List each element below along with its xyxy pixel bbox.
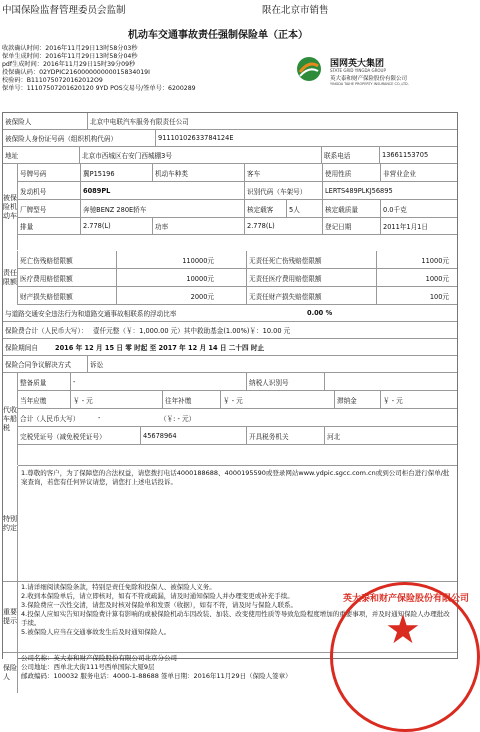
logo-group-en: STATE GRID YINGDA GROUP <box>330 68 386 73</box>
address-value: 北京市西城区右安门西城棚3号 <box>79 147 322 163</box>
liability-cell: 财产损失赔偿限额 <box>20 292 73 301</box>
insured-row <box>3 113 457 130</box>
logo-company-en: YINGDA TAIHE PROPERTY INSURANCE CO.,LTD. <box>330 82 409 86</box>
logo-group-name: 国网英大集团 <box>330 59 385 69</box>
meta-line: 收款确认时间：2016年11月29日13时58分03秒 <box>2 45 138 52</box>
divider <box>3 581 457 582</box>
phone-label: 联系电话 <box>321 147 380 163</box>
vehicle-cell: 2.778(L) <box>244 218 323 234</box>
vehicle-cell: 发动机号 <box>20 187 47 196</box>
period-value: 2016 年 12 月 15 日 零 时起 至 2017 年 12 月 14 日 二十四 时止 <box>55 344 265 352</box>
tax-cell: ￥ - 元 <box>220 391 335 408</box>
tax-cell <box>324 373 457 390</box>
liability-cell: 无责任死亡伤残赔偿限额 <box>246 251 377 268</box>
meta-line: 投保确认码：02YDPIC216000000000015834019I <box>2 69 150 77</box>
important-side-label: 重要提示 <box>3 582 18 653</box>
vehicle-row <box>18 200 457 218</box>
company-logo <box>296 54 456 94</box>
seal-star-icon: ★ <box>385 607 421 653</box>
premium-label: 保险费合计（人民币大写）： <box>5 327 88 335</box>
liability-cell: 死亡伤残赔偿限额 <box>20 256 73 265</box>
policy-form <box>2 112 458 681</box>
liability-cell: 100元 <box>376 287 457 304</box>
important-item: 5.被保险人应当在交通事故发生后及时通知保险人。 <box>21 628 171 636</box>
tax-cell: 往年补缴 <box>162 391 221 408</box>
vehicle-cell: 号牌号码 <box>20 169 47 178</box>
vehicle-cell: 核定载质量 <box>322 200 381 217</box>
policy-meta <box>2 45 196 94</box>
tax-cell: 滞纳金 <box>334 391 381 408</box>
tax-cell: 整备质量 <box>20 378 47 387</box>
vehicle-cell: 登记日期 <box>322 218 381 234</box>
tax-cell: ￥ - 元 <box>380 391 457 408</box>
tax-side-label: 代收车船税 <box>3 373 18 465</box>
tax-spacer-row <box>18 445 457 466</box>
id-label: 被保险人身份证号码（组织机构代码） <box>5 135 118 143</box>
tax-cell: 当年应缴 <box>20 396 47 405</box>
meta-line: pdf生成时间：2016年11月29日15时39分09秒 <box>2 61 136 69</box>
tax-cell: 45678964 <box>140 427 247 444</box>
logo-company-name: 英大泰和财产保险股份有限公司 <box>330 76 408 82</box>
dispute-value: 诉讼 <box>87 356 457 372</box>
vehicle-cell: 客车 <box>244 164 323 181</box>
important-item: 2.收到本保险单后，请立即核对，如有不符或疏漏，请及时通知保险人并办理变更或补充手续。 <box>21 592 294 600</box>
dispute-row <box>3 356 457 373</box>
vehicle-cell: 2.778(L) <box>80 218 153 234</box>
vehicle-cell: LERTS489PLKJ56895 <box>322 182 457 199</box>
liability-cell: 1000元 <box>376 269 457 286</box>
liability-row <box>18 287 457 305</box>
address-label: 地址 <box>5 152 19 160</box>
vehicle-cell: 6089PL <box>80 182 245 199</box>
liability-row <box>18 269 457 287</box>
vehicle-cell: 排量 <box>20 223 34 231</box>
tax-cell: 纳税人识别号 <box>246 373 325 390</box>
company-seal <box>330 582 480 732</box>
liability-side-label: 责任限额 <box>3 251 18 305</box>
tax-cell: （￥: - 元） <box>160 414 196 423</box>
liability-cell: 无责任医疗费用赔偿限额 <box>246 269 377 286</box>
logo-mark-icon <box>296 56 322 82</box>
meta-line: 保单号：11107507201620120 9YD POS交易号/签单号：6200289 <box>2 85 196 93</box>
liability-cell: 2000元 <box>116 287 244 304</box>
liability-cell: 11000元 <box>376 251 457 268</box>
premium-row <box>3 322 457 339</box>
insurer-side-label: 保险人 <box>3 653 18 693</box>
float-rate-label: 与道路交通安全违法行为和道路交通事故相联系的浮动比率 <box>5 310 177 318</box>
tax-row <box>18 373 457 391</box>
insurer-line: 公司名称：英大泰和财产保险股份有限公司北京分公司 <box>21 654 177 662</box>
meta-line: 保单生成时间：2016年11月29日13时58分04秒 <box>2 53 138 61</box>
liability-cell: 110000元 <box>116 251 244 268</box>
insured-label: 被保险人 <box>5 118 32 126</box>
page-header <box>0 0 458 16</box>
phone-value: 13661153705 <box>379 147 457 163</box>
important-item: 1.请详细阅读保险条款，特别是责任免除和投保人、被保险人义务。 <box>21 583 216 591</box>
tax-row <box>18 427 457 445</box>
tax-cell: 合计（人民币大写） <box>20 414 80 423</box>
special-text: 1.尊敬的客户，为了保障您的合法权益，请您拨打电话4000188688、4000195590或登录网站www.ydpic.sgcc.com.cn或到公司柜台进行保单/批案查询，若您有任何异议请您，请您打上述电话投诉。 <box>21 469 450 486</box>
tax-cell: - <box>98 413 101 422</box>
liability-cell: 无责任财产损失赔偿限额 <box>246 287 377 304</box>
meta-line: 校验码：B1110750720162012O9 <box>2 77 103 85</box>
vehicle-cell: 0.0千克 <box>380 200 457 217</box>
vehicle-cell: 核定载客 <box>244 200 287 217</box>
float-rate-row <box>3 305 457 322</box>
vehicle-row <box>18 182 457 200</box>
vehicle-cell: 奔驰BENZ 280E轿车 <box>80 200 245 217</box>
vehicle-cell: 识别代码（车架号） <box>244 182 323 199</box>
important-item: 3.保险费应一次性交清，请您及时核对保险单和发票（收据），如有不符，请及时与保险人联系。 <box>21 601 297 609</box>
tax-row <box>18 391 457 409</box>
period-row <box>3 339 457 356</box>
id-row <box>3 130 457 147</box>
period-label: 保险期间自 <box>5 344 38 352</box>
policy-title: 机动车交通事故责任强制保险单（正本） <box>128 30 308 41</box>
address-row <box>3 147 457 164</box>
vehicle-cell: 冀P15196 <box>80 164 153 181</box>
tax-cell: ￥ - 元 <box>70 391 163 408</box>
seal-text: 英大泰和财产保险股份有限公司 <box>343 594 470 604</box>
tax-cell: 完税凭证号（减免税凭证号） <box>20 432 106 441</box>
vehicle-cell: 非营业企业 <box>380 164 457 181</box>
tax-cell: 开具税务机关 <box>246 427 325 444</box>
float-rate-value: 0.00 % <box>307 309 333 317</box>
vehicle-cell: 机动车种类 <box>152 164 245 181</box>
vehicle-row <box>18 218 457 235</box>
insured-value: 北京中电联汽车服务有限责任公司 <box>87 113 457 129</box>
dispute-label: 保险合同争议解决方式 <box>5 361 71 369</box>
tax-row <box>18 409 457 427</box>
id-value: 91110102633784124E <box>155 130 457 146</box>
vehicle-cell: 使用性质 <box>322 164 381 181</box>
important-item: 4.投保人应如实告知对保险费计算有影响的或被保险机动车因改装、加装、改变使用性质等导致危险程度增加的重要事项，并及时通知保险人办理批改手续。 <box>21 610 450 627</box>
sales-region-label: 限在北京市销售 <box>262 5 329 16</box>
vehicle-row <box>18 164 457 182</box>
liability-cell: 医疗费用赔偿限额 <box>20 274 73 283</box>
vehicle-cell: 5人 <box>286 200 323 217</box>
premium-value: 壹仟元整（￥：1,000.00 元）其中救助基金(1.00%)￥：10.00 元 <box>93 327 291 335</box>
special-side-label: 特别约定 <box>3 466 18 582</box>
supervisor-label: 中国保险监督管理委员会监制 <box>2 5 126 16</box>
tax-cell: 河北 <box>324 427 457 444</box>
insurer-line: 公司地址：西单北大街111号西单国际大厦9层 <box>21 663 155 671</box>
insurer-line: 邮政编码：100032 服务电话：4000-1-88688 签单日期：2016年11月29日（保险人签章） <box>21 672 292 680</box>
vehicle-side-label: 被保险机动车 <box>3 164 18 250</box>
liability-row <box>18 251 457 269</box>
vehicle-cell: 厂牌型号 <box>20 205 47 214</box>
vehicle-cell: 2011年1月1日 <box>380 218 457 234</box>
tax-cell: - <box>70 373 247 390</box>
liability-cell: 10000元 <box>116 269 244 286</box>
vehicle-cell: 功率 <box>152 218 245 234</box>
